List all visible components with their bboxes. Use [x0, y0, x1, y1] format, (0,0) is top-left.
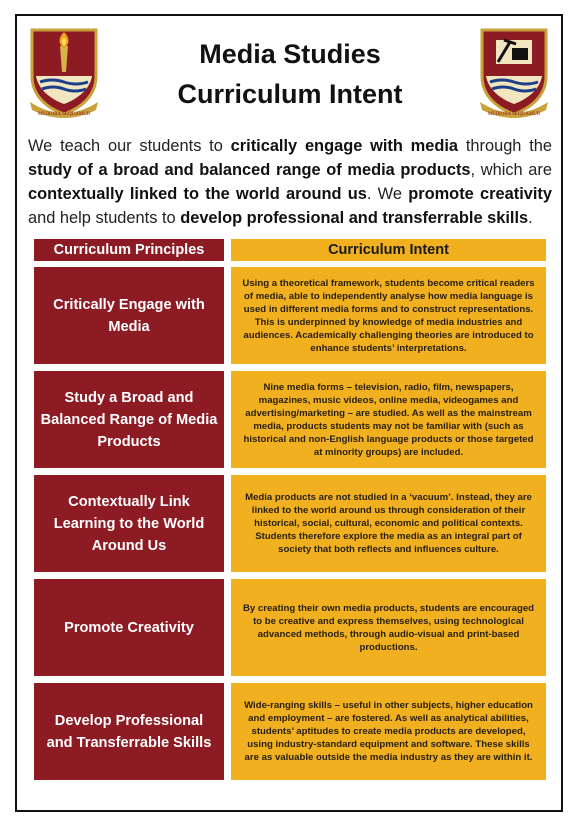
intent-cell: Wide-ranging skills – useful in other subjects, higher education and employment – are fostered. As well as analytical abilities, students’ aptitudes to create media products are developed, using industry-standard equipment and software. These skills are as valuable outside the media industry as they are within it.	[231, 683, 546, 780]
intent-cell: Nine media forms – television, radio, film, newspapers, magazines, music videos, online media, videogames and advertising/marketing – are studied. As well as the mainstream media, products students may not be familiar with (such as historical and non-English language products or those targeted at minority groups) are included.	[231, 371, 546, 468]
title-line-2: Curriculum Intent	[177, 79, 403, 109]
svg-text:MEDIORA SEQUAMUR: MEDIORA SEQUAMUR	[37, 112, 91, 117]
table-row	[34, 371, 546, 468]
principle-cell: Contextually Link Learning to the World Around Us	[34, 475, 224, 572]
intro-paragraph: We teach our students to critically engage with media through the study of a broad and balanced range of media products, which are contextually linked to the world around us. We promote creativity and help students to develop professional and transferrable skills.	[28, 137, 552, 227]
title-line-1: Media Studies	[199, 39, 381, 69]
intent-cell: Media products are not studied in a ‘vacuum’. Instead, they are linked to the world around us through consideration of their historical, social, cultural, economic and political contexts. Students therefore explore the media as an integral part of society that both reflects and influences culture.	[231, 475, 546, 572]
page-title	[120, 34, 460, 114]
intent-cell: By creating their own media products, students are encouraged to be creative and express themselves, using technological advanced methods, through audio-visual and print-based productions.	[231, 579, 546, 676]
principle-cell: Develop Professional and Transferrable Skills	[34, 683, 224, 780]
table-row	[34, 475, 546, 572]
principle-cell: Critically Engage with Media	[34, 267, 224, 364]
table-row	[34, 267, 546, 364]
header-curriculum-principles: Curriculum Principles	[34, 239, 224, 261]
principle-cell: Promote Creativity	[34, 579, 224, 676]
svg-text:MEDIORA SEQUAMUR: MEDIORA SEQUAMUR	[487, 112, 541, 117]
header-curriculum-intent: Curriculum Intent	[231, 239, 546, 261]
school-crest-tools-icon	[476, 26, 552, 118]
principle-cell: Study a Broad and Balanced Range of Media Products	[34, 371, 224, 468]
intent-cell: Using a theoretical framework, students become critical readers of media, able to independently analyse how media language is used in different media forms and to construct representations. This is underpinned by knowledge of media industries and audiences. Academically challenging theories are introduced to enhance students’ interpretations.	[231, 267, 546, 364]
table-row	[34, 579, 546, 676]
school-crest-torch-icon	[26, 26, 102, 118]
table-row	[34, 683, 546, 780]
